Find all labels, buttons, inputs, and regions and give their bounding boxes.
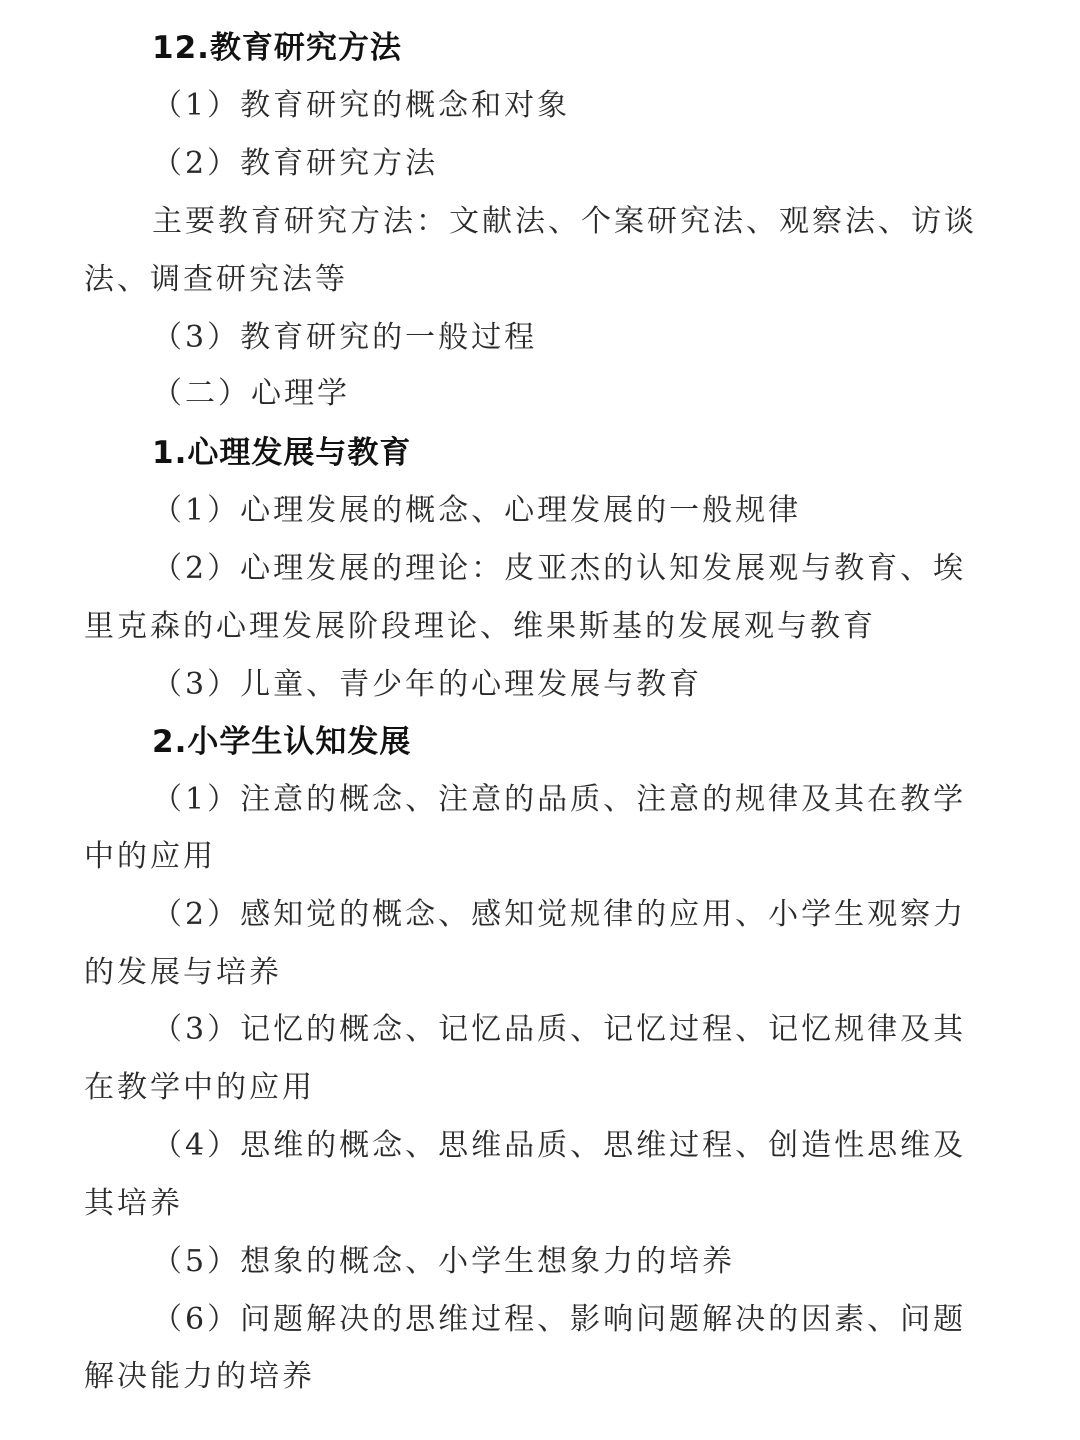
paragraph-line: 其培养 <box>84 1186 183 1221</box>
outline-item: （3）记忆的概念、记忆品质、记忆过程、记忆规律及其 <box>152 1012 967 1047</box>
outline-item: （二）心理学 <box>152 376 350 411</box>
section-heading: 12.教育研究方法 <box>152 30 402 66</box>
outline-item: （6）问题解决的思维过程、影响问题解决的因素、问题 <box>152 1302 967 1337</box>
outline-item: （5）想象的概念、小学生想象力的培养 <box>152 1244 736 1279</box>
outline-item: （1）教育研究的概念和对象 <box>152 88 571 123</box>
paragraph-line: 中的应用 <box>84 839 216 874</box>
section-heading: 1.心理发展与教育 <box>152 435 412 471</box>
paragraph-line: 法、调查研究法等 <box>84 262 348 297</box>
outline-item: （3）教育研究的一般过程 <box>152 320 538 355</box>
paragraph-line: 的发展与培养 <box>84 955 282 990</box>
paragraph-line: 主要教育研究方法：文献法、个案研究法、观察法、访谈 <box>152 204 977 239</box>
outline-item: （2）心理发展的理论：皮亚杰的认知发展观与教育、埃 <box>152 551 967 586</box>
outline-item: （1）注意的概念、注意的品质、注意的规律及其在教学 <box>152 782 967 817</box>
paragraph-line: 在教学中的应用 <box>84 1070 315 1105</box>
paragraph-line: 解决能力的培养 <box>84 1359 315 1394</box>
outline-item: （3）儿童、青少年的心理发展与教育 <box>152 667 703 702</box>
outline-item: （4）思维的概念、思维品质、思维过程、创造性思维及 <box>152 1128 967 1163</box>
outline-item: （2）教育研究方法 <box>152 146 439 181</box>
outline-item: （2）感知觉的概念、感知觉规律的应用、小学生观察力 <box>152 897 967 932</box>
paragraph-line: 里克森的心理发展阶段理论、维果斯基的发展观与教育 <box>84 609 876 644</box>
section-heading: 2.小学生认知发展 <box>152 724 412 760</box>
outline-item: （1）心理发展的概念、心理发展的一般规律 <box>152 493 802 528</box>
